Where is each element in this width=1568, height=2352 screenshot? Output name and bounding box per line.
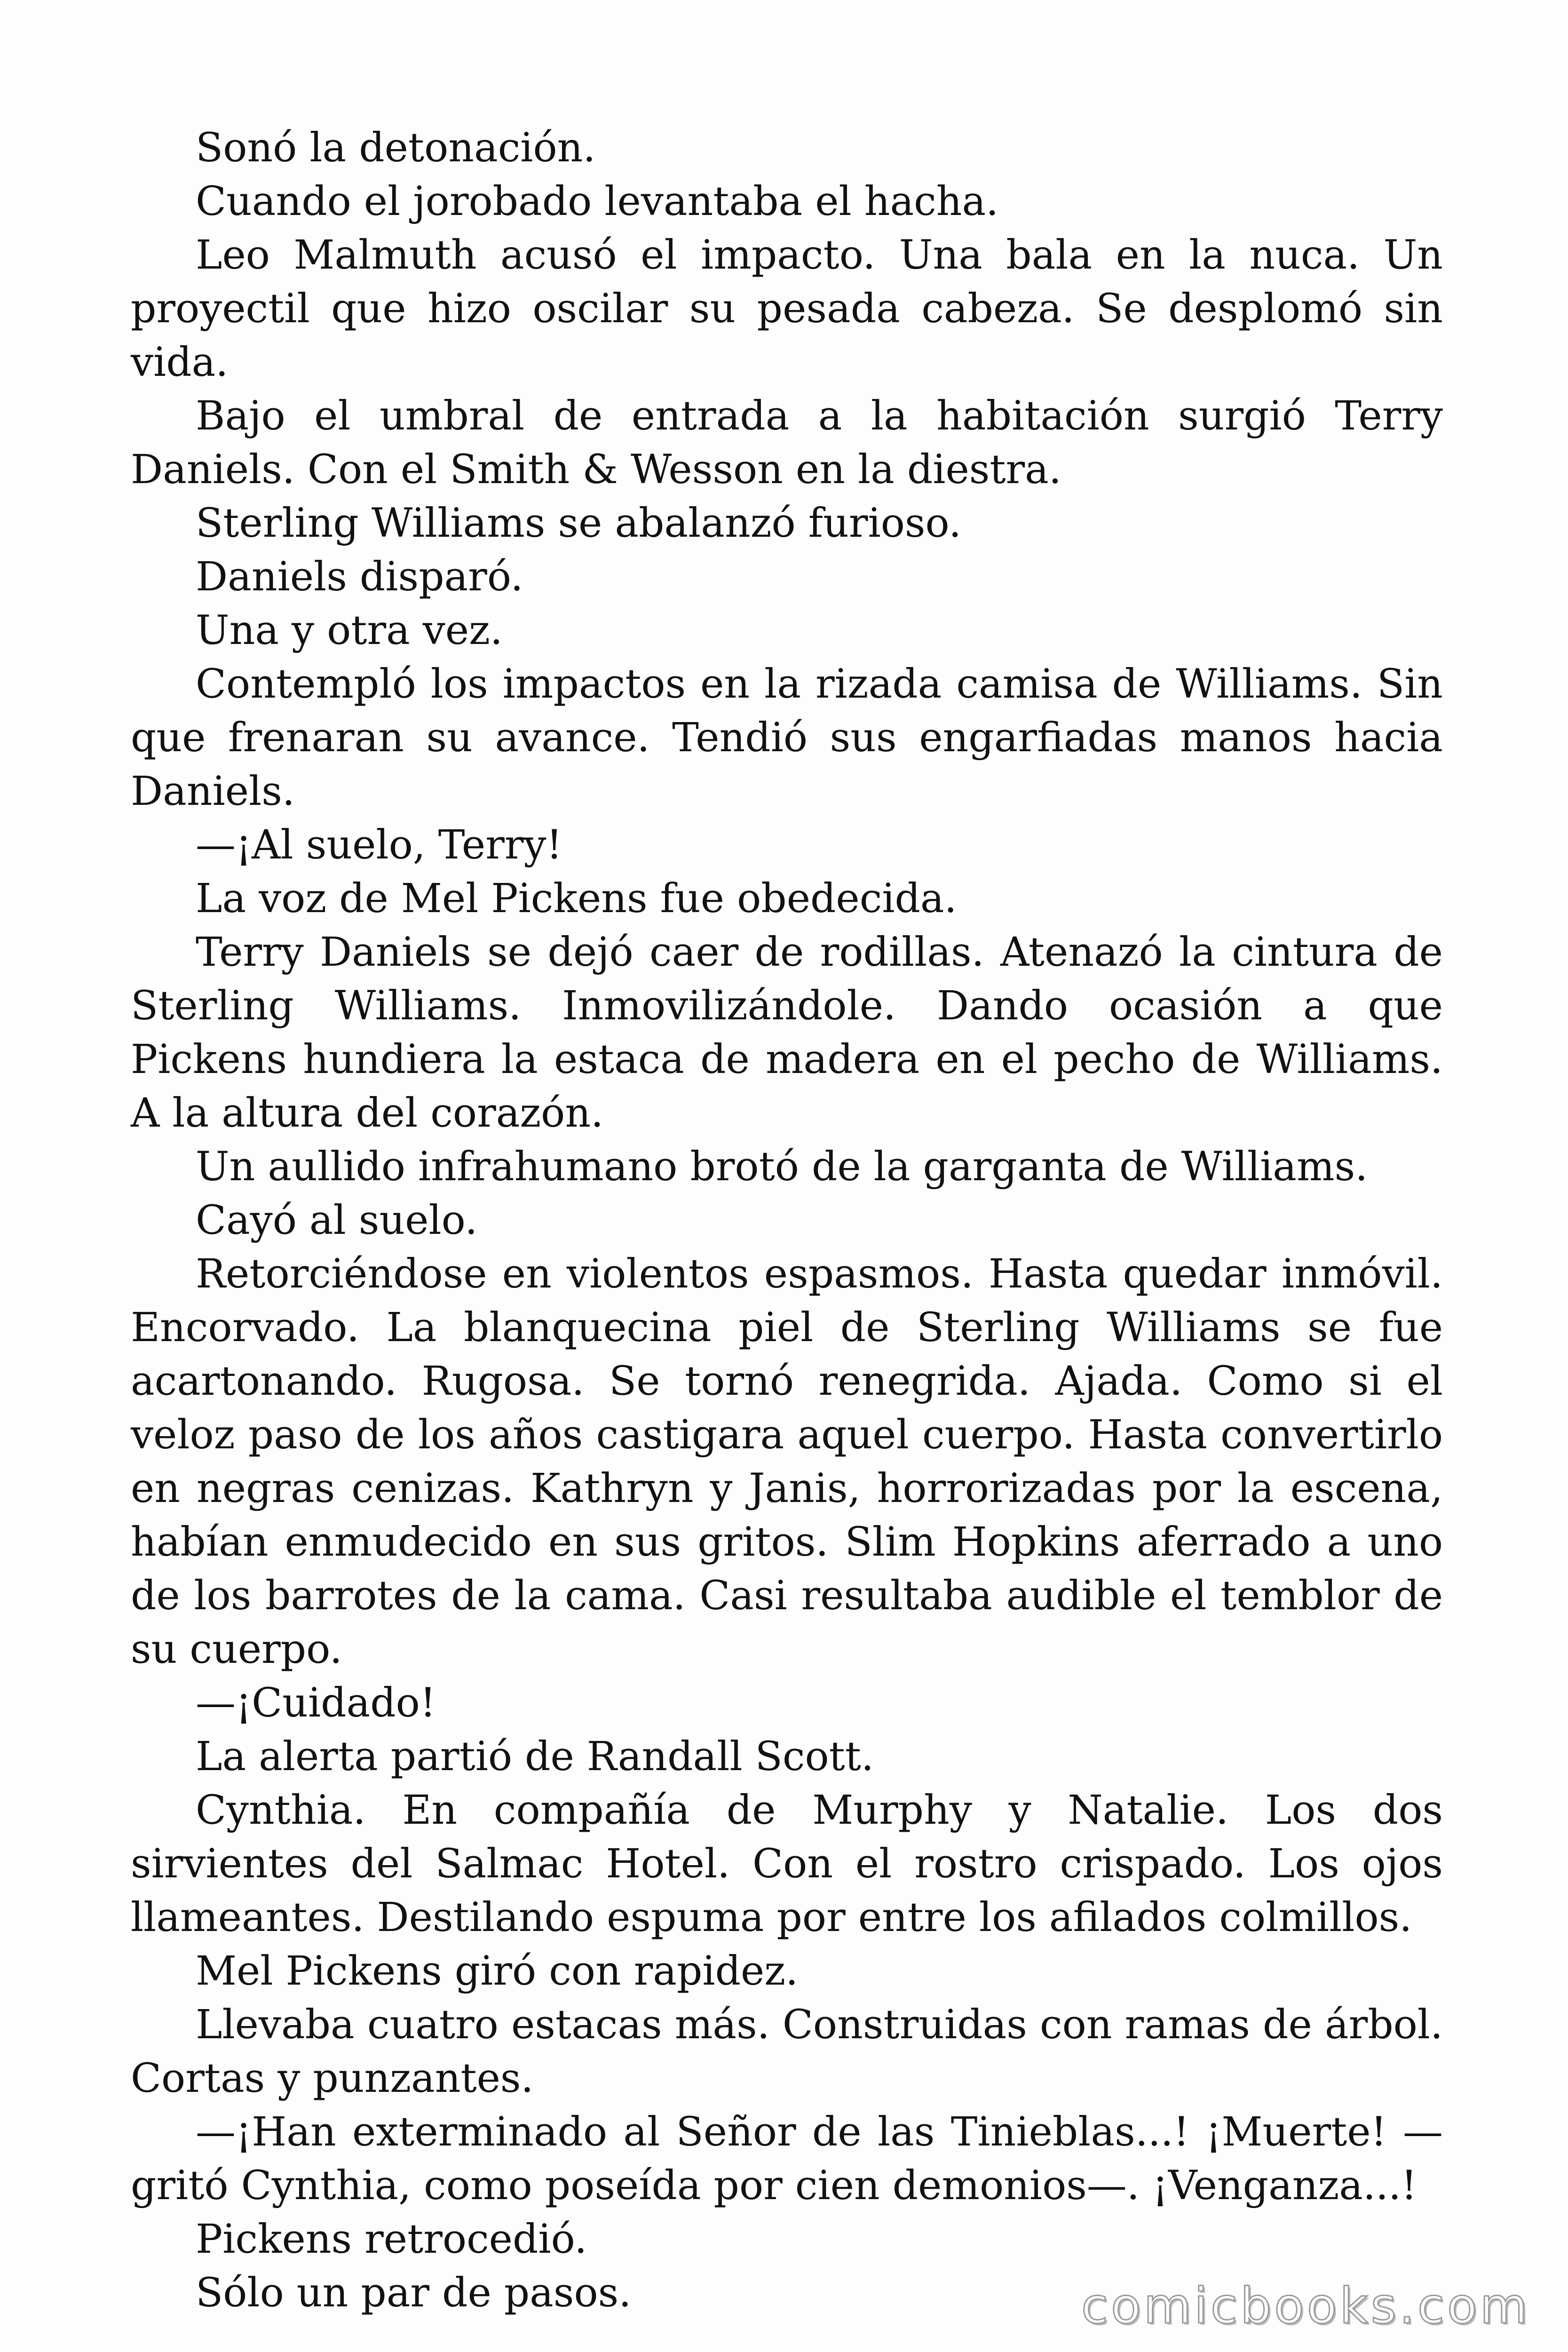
paragraph: —¡Han exterminado al Señor de las Tinieblas...! ¡Muerte! —gritó Cynthia, como poseída por cien demonios—. ¡Venganza...! [131, 2109, 1443, 2209]
paragraph: —¡Cuidado! [196, 1680, 436, 1726]
watermark-logo: comicbooks.com [1081, 2277, 1530, 2335]
paragraph: Sólo un par de pasos. [196, 2270, 632, 2316]
paragraph: Cuando el jorobado levantaba el hacha. [196, 178, 999, 225]
paragraph: Leo Malmuth acusó el impacto. Una bala en la nuca. Un proyectil que hizo oscilar su pesada cabeza. Se desplomó sin vida. [131, 232, 1443, 386]
paragraph: Terry Daniels se dejó caer de rodillas. Atenazó la cintura de Sterling Williams. Inmovilizándole. Dando ocasión a que Pickens hundiera la estaca de madera en el pecho de Williams. A la altura del corazón. [131, 929, 1443, 1136]
page-text [131, 121, 1443, 2320]
paragraph: Mel Pickens giró con rapidez. [196, 1948, 799, 1994]
paragraph: Sonó la detonación. [196, 125, 596, 171]
paragraph: Un aullido infrahumano brotó de la garganta de Williams. [196, 1144, 1368, 1190]
paragraph: Pickens retrocedió. [196, 2216, 587, 2263]
paragraph: —¡Al suelo, Terry! [196, 822, 562, 868]
paragraph: Retorciéndose en violentos espasmos. Hasta quedar inmóvil. Encorvado. La blanquecina piel de Sterling Williams se fue acartonando. Rugosa. Se tornó renegrida. Ajada. Como si el veloz paso de los años castigara aquel cuerpo. Hasta convertirlo en negras cenizas. Kathryn y Janis, horrorizadas por la escena, habían enmudecido en sus gritos. Slim Hopkins aferrado a uno de los barrotes de la cama. Casi resultaba audible el temblor de su cuerpo. [131, 1251, 1443, 1673]
paragraph: Bajo el umbral de entrada a la habitación surgió Terry Daniels. Con el Smith & Wesson en la diestra. [131, 393, 1443, 493]
paragraph: Sterling Williams se abalanzó furioso. [196, 500, 962, 547]
paragraph: Daniels disparó. [196, 554, 523, 600]
paragraph: Contempló los impactos en la rizada camisa de Williams. Sin que frenaran su avance. Tendió sus engarfiadas manos hacia Daniels. [131, 661, 1443, 815]
paragraph: Cayó al suelo. [196, 1197, 478, 1244]
paragraph: Cynthia. En compañía de Murphy y Natalie. Los dos sirvientes del Salmac Hotel. Con el rostro crispado. Los ojos llameantes. Destilando espuma por entre los afilados colmillos. [131, 1787, 1443, 1941]
paragraph: Llevaba cuatro estacas más. Construidas con ramas de árbol. Cortas y punzantes. [131, 2002, 1443, 2102]
paragraph: La alerta partió de Randall Scott. [196, 1733, 874, 1780]
paragraph: La voz de Mel Pickens fue obedecida. [196, 875, 957, 922]
paragraph: Una y otra vez. [196, 607, 503, 654]
